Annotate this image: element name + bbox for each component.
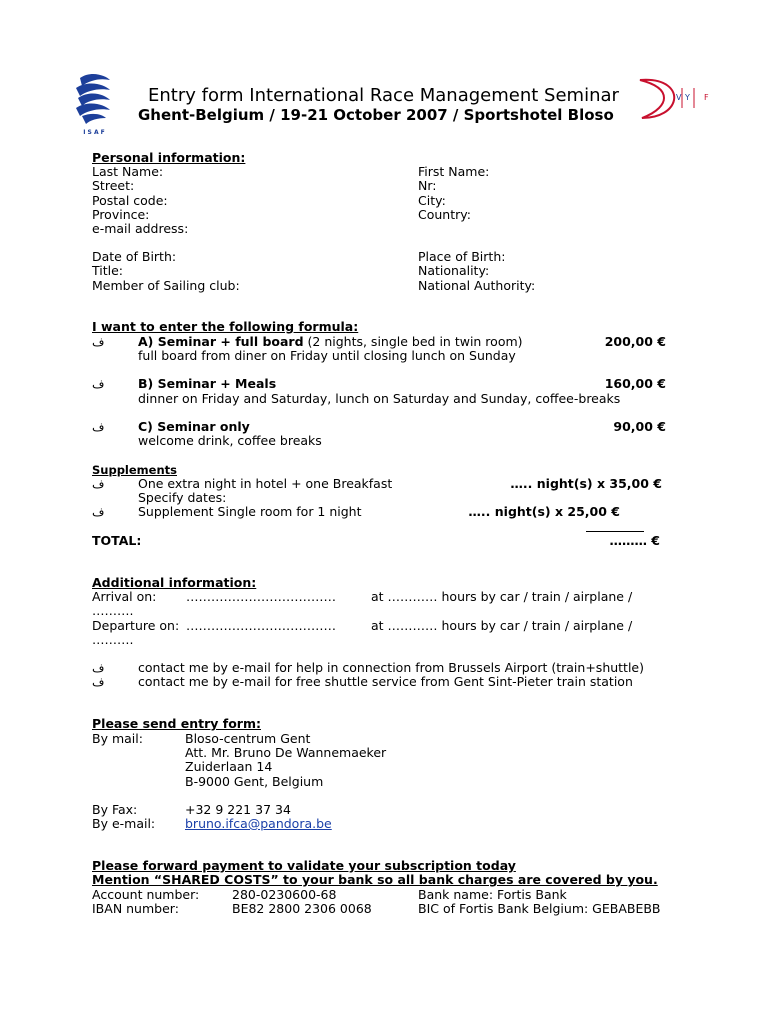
email-link[interactable]: bruno.ifca@pandora.be <box>185 816 332 831</box>
checkbox-contact-airport[interactable]: ف <box>92 661 105 675</box>
field-postal-code: Postal code: <box>92 193 168 208</box>
vyf-logo <box>636 76 716 120</box>
option-a-title <box>138 335 523 349</box>
option-b-name: B) Seminar + Meals <box>138 376 277 391</box>
option-a-price: 200,00 € <box>604 334 666 349</box>
single-room-label: Supplement Single room for 1 night <box>138 504 362 519</box>
payment-line-2: Mention “SHARED COSTS” to your bank so all bank charges are covered by you. <box>92 872 658 887</box>
field-country: Country: <box>418 207 471 222</box>
address-line-1: Bloso-centrum Gent <box>185 731 311 746</box>
bank-name: Bank name: Fortis Bank <box>418 887 567 902</box>
single-room-price: ….. night(s) x 25,00 € <box>468 504 620 519</box>
address-line-4: B-9000 Gent, Belgium <box>185 774 324 789</box>
account-number: 280-0230600-68 <box>232 887 337 902</box>
option-a-desc: full board from diner on Friday until closing lunch on Sunday <box>138 348 516 363</box>
page-subtitle: Ghent-Belgium / 19-21 October 2007 / Sportshotel Bloso <box>138 106 614 124</box>
page-title: Entry form International Race Management Seminar <box>148 85 619 106</box>
payment-line-1: Please forward payment to validate your subscription today <box>92 858 516 873</box>
field-province: Province: <box>92 207 150 222</box>
total-rule <box>586 531 644 532</box>
field-first-name: First Name: <box>418 164 490 179</box>
address-line-2: Att. Mr. Bruno De Wannemaeker <box>185 745 387 760</box>
field-nationality: Nationality: <box>418 263 490 278</box>
fax-number: +32 9 221 37 34 <box>185 802 291 817</box>
option-b-desc: dinner on Friday and Saturday, lunch on Saturday and Sunday, coffee-breaks <box>138 391 621 406</box>
option-b-price: 160,00 € <box>604 376 666 391</box>
vyf-letter-f: F <box>704 93 709 102</box>
extra-night-label: One extra night in hotel + one Breakfast <box>138 476 393 491</box>
bic-code: BIC of Fortis Bank Belgium: GEBABEBB <box>418 901 661 916</box>
option-a-note: (2 nights, single bed in twin room) <box>303 334 523 349</box>
personal-heading: Personal information: <box>92 150 246 165</box>
arrival-continued: ………. <box>92 603 134 618</box>
checkbox-extra-night[interactable]: ف <box>92 477 105 491</box>
contact-shuttle-label: contact me by e-mail for free shuttle service from Gent Sint-Pieter train station <box>138 674 633 689</box>
field-title: Title: <box>92 263 123 278</box>
option-a-name: A) Seminar + full board <box>138 334 304 349</box>
option-c-desc: welcome drink, coffee breaks <box>138 433 322 448</box>
specify-dates-label: Specify dates: <box>138 490 227 505</box>
additional-heading: Additional information: <box>92 575 257 590</box>
field-date-of-birth: Date of Birth: <box>92 249 177 264</box>
extra-night-price: ….. night(s) x 35,00 € <box>510 476 662 491</box>
vyf-letter-y: Y <box>685 93 690 102</box>
departure-label: Departure on: <box>92 618 180 633</box>
checkbox-option-b[interactable]: ف <box>92 377 105 391</box>
supplements-heading: Supplements <box>92 463 177 477</box>
departure-dots: ……………………………… <box>186 618 336 633</box>
arrival-dots: ……………………………… <box>186 589 336 604</box>
account-label: Account number: <box>92 887 200 902</box>
address-line-3: Zuiderlaan 14 <box>185 759 273 774</box>
total-label: TOTAL: <box>92 533 142 548</box>
field-sailing-club: Member of Sailing club: <box>92 278 240 293</box>
checkbox-single-room[interactable]: ف <box>92 505 105 519</box>
checkbox-option-a[interactable]: ف <box>92 335 105 349</box>
iban-number: BE82 2800 2306 0068 <box>232 901 372 916</box>
field-last-name: Last Name: <box>92 164 164 179</box>
by-mail-label: By mail: <box>92 731 143 746</box>
field-street: Street: <box>92 178 135 193</box>
by-fax-label: By Fax: <box>92 802 138 817</box>
isaf-logo <box>70 70 118 136</box>
checkbox-option-c[interactable]: ف <box>92 420 105 434</box>
by-email-label: By e-mail: <box>92 816 156 831</box>
option-c-price: 90,00 € <box>613 419 666 434</box>
contact-airport-label: contact me by e-mail for help in connection from Brussels Airport (train+shuttle) <box>138 660 644 675</box>
field-national-authority: National Authority: <box>418 278 536 293</box>
departure-at: at ………… hours by car / train / airplane / <box>371 618 633 633</box>
arrival-at: at ………… hours by car / train / airplane / <box>371 589 633 604</box>
arrival-label: Arrival on: <box>92 589 157 604</box>
iban-label: IBAN number: <box>92 901 179 916</box>
formula-heading: I want to enter the following formula: <box>92 319 359 334</box>
option-c-name: C) Seminar only <box>138 419 250 434</box>
send-heading: Please send entry form: <box>92 716 261 731</box>
departure-continued: ………. <box>92 632 134 647</box>
checkbox-contact-shuttle[interactable]: ف <box>92 675 105 689</box>
vyf-letter-v: V <box>676 93 682 102</box>
total-value: ……… € <box>609 533 660 548</box>
field-nr: Nr: <box>418 178 437 193</box>
field-email: e-mail address: <box>92 221 189 236</box>
field-place-of-birth: Place of Birth: <box>418 249 506 264</box>
field-city: City: <box>418 193 446 208</box>
isaf-logo-text: I S A F <box>83 129 105 136</box>
